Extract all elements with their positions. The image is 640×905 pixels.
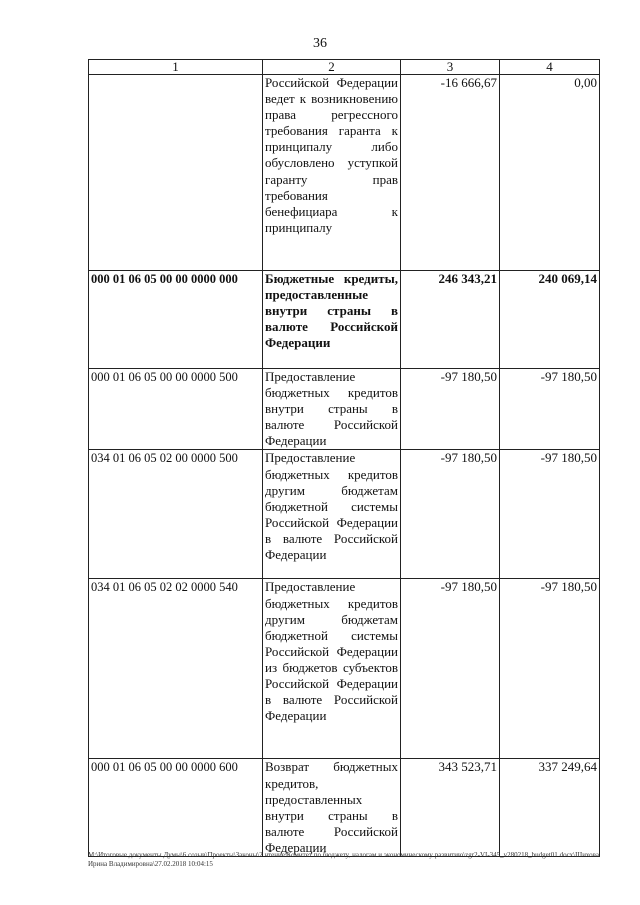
column-header-2: 2 (263, 60, 401, 75)
table-row (89, 369, 600, 450)
table-row (89, 579, 600, 759)
budget-code: 034 01 06 05 02 02 0000 540 (89, 579, 263, 759)
page-number: 36 (313, 36, 327, 51)
value-column-3: 343 523,71 (401, 759, 500, 857)
value-column-3: -16 666,67 (401, 75, 500, 271)
header-row (89, 60, 600, 75)
item-name: Бюджетные кредиты, предоставленные внутри страны в валюте Российской Федерации (263, 271, 401, 369)
value-column-4: -97 180,50 (500, 369, 600, 450)
value-column-3: 246 343,21 (401, 271, 500, 369)
budget-code: 000 01 06 05 00 00 0000 000 (89, 271, 263, 369)
budget-code: 000 01 06 05 00 00 0000 500 (89, 369, 263, 450)
budget-code: 000 01 06 05 00 00 0000 600 (89, 759, 263, 857)
value-column-4: 240 069,14 (500, 271, 600, 369)
column-header-4: 4 (500, 60, 600, 75)
value-column-3: -97 180,50 (401, 450, 500, 579)
column-header-3: 3 (401, 60, 500, 75)
budget-code: 034 01 06 05 02 00 0000 500 (89, 450, 263, 579)
value-column-4: -97 180,50 (500, 450, 600, 579)
value-column-4: -97 180,50 (500, 579, 600, 759)
item-name: Российской Федерации ведет к возникновению права регрессного требования гаранта к принципалу либо обусловлено уступкой гаранту прав требования бенефициара к принципалу (263, 75, 401, 271)
item-name: Предоставление бюджетных кредитов другим бюджетам бюджетной системы Российской Федерации в валюте Российской Федерации (263, 450, 401, 579)
column-header-1: 1 (89, 60, 263, 75)
table-row (89, 450, 600, 579)
value-column-3: -97 180,50 (401, 369, 500, 450)
item-name: Возврат бюджетных кредитов, предоставленных внутри страны в валюте Российской Федерации (263, 759, 401, 857)
item-name: Предоставление бюджетных кредитов внутри страны в валюте Российской Федерации (263, 369, 401, 450)
value-column-3: -97 180,50 (401, 579, 500, 759)
value-column-4: 0,00 (500, 75, 600, 271)
file-path-footer: M:\Итоговые документы Думы\6 созыв\Проекты\Законы\2 чтение\Комитет по бюджету, налогам и экономическому развитию\zgr2-VI-345_v280218_budget01 docx\Шихова Ирина Владимировна\27.02.2018 10:04:15 (88, 851, 599, 868)
budget-code (89, 75, 263, 271)
table-row (89, 271, 600, 369)
value-column-4: 337 249,64 (500, 759, 600, 857)
table-row (89, 759, 600, 857)
item-name: Предоставление бюджетных кредитов другим бюджетам бюджетной системы Российской Федерации из бюджетов субъектов Российской Федерации в валюте Российской Федерации (263, 579, 401, 759)
table-row (89, 75, 600, 271)
budget-table (88, 59, 600, 857)
